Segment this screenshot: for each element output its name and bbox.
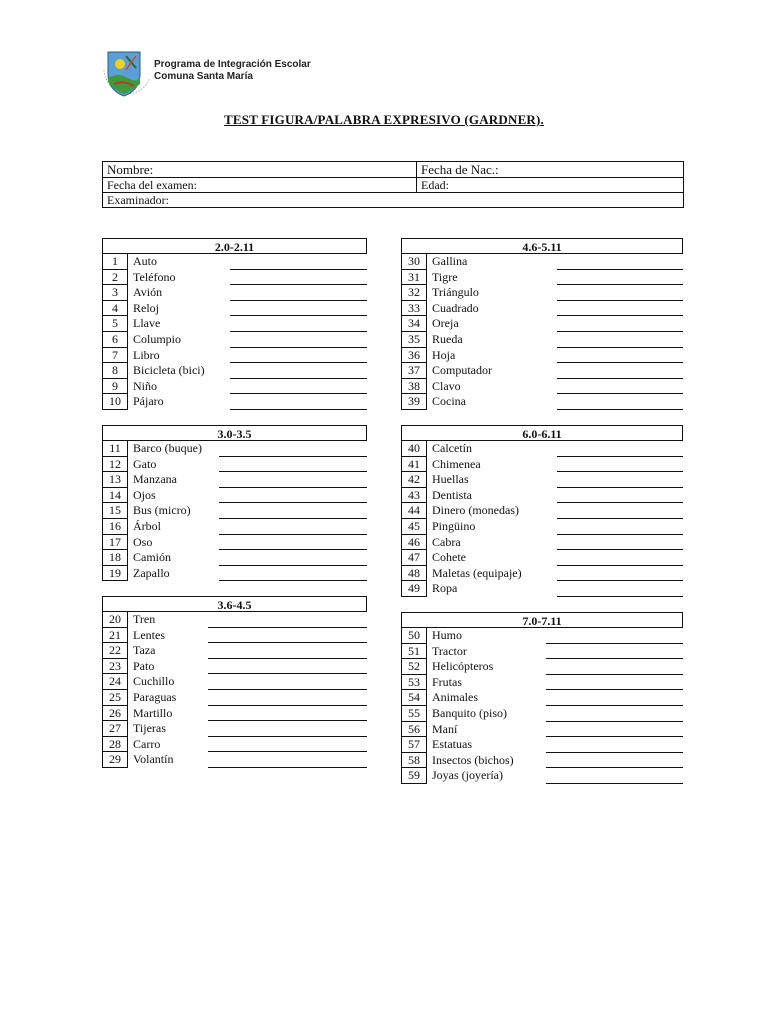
answer-line[interactable] — [546, 753, 683, 769]
examiner-label: Examinador: — [107, 193, 169, 207]
item-word: Pato — [133, 658, 155, 673]
answer-line[interactable] — [219, 535, 367, 551]
answer-line[interactable] — [219, 503, 367, 519]
answer-line[interactable] — [546, 768, 683, 784]
item-number: 17 — [102, 535, 128, 551]
item-row — [401, 737, 683, 753]
answer-line[interactable] — [557, 519, 683, 535]
item-number: 27 — [102, 721, 128, 737]
municipal-logo — [100, 48, 154, 108]
item-row — [102, 628, 367, 644]
answer-line[interactable] — [208, 752, 367, 768]
answer-line[interactable] — [230, 270, 367, 286]
item-word: Gato — [133, 456, 157, 471]
item-row — [401, 363, 683, 379]
answer-line[interactable] — [546, 737, 683, 753]
answer-line[interactable] — [557, 457, 683, 473]
item-row — [401, 332, 683, 348]
item-number: 51 — [401, 644, 427, 660]
item-row — [102, 566, 367, 582]
age-block-6-0 — [401, 425, 683, 597]
item-number: 53 — [401, 675, 427, 691]
item-word: Dinero (monedas) — [432, 503, 519, 518]
item-row — [102, 659, 367, 675]
item-number: 26 — [102, 706, 128, 722]
item-word: Pájaro — [133, 394, 164, 409]
answer-line[interactable] — [557, 363, 683, 379]
answer-line[interactable] — [219, 566, 367, 582]
item-word: Bus (micro) — [133, 503, 191, 518]
item-word: Libro — [133, 347, 160, 362]
answer-line[interactable] — [208, 737, 367, 753]
answer-line[interactable] — [230, 332, 367, 348]
item-word: Huellas — [432, 472, 469, 487]
item-number: 2 — [102, 270, 128, 286]
item-number: 15 — [102, 503, 128, 519]
item-number: 23 — [102, 659, 128, 675]
item-row — [102, 285, 367, 301]
item-word: Martillo — [133, 705, 173, 720]
age-range-header: 4.6-5.11 — [401, 238, 683, 254]
item-word: Auto — [133, 254, 157, 268]
item-word: Avión — [133, 285, 163, 300]
item-word: Triángulo — [432, 285, 479, 300]
item-word: Reloj — [133, 300, 159, 315]
item-number: 52 — [401, 659, 427, 675]
age-range-header: 6.0-6.11 — [401, 425, 683, 441]
answer-line[interactable] — [219, 472, 367, 488]
item-word: Columpio — [133, 331, 182, 346]
item-number: 44 — [401, 503, 427, 519]
item-word: Barco (buque) — [133, 441, 202, 455]
age-block-3-0 — [102, 425, 367, 581]
item-row — [102, 472, 367, 488]
age-range-header: 3.6-4.5 — [102, 596, 367, 612]
item-word: Chimenea — [432, 456, 481, 471]
item-number: 38 — [401, 379, 427, 395]
item-row — [102, 752, 367, 768]
item-row — [102, 488, 367, 504]
answer-line[interactable] — [219, 550, 367, 566]
item-word: Llave — [133, 316, 161, 331]
name-label: Nombre: — [107, 161, 154, 177]
item-number: 57 — [401, 737, 427, 753]
age-range-header: 3.0-3.5 — [102, 425, 367, 441]
answer-line[interactable] — [546, 644, 683, 660]
item-row — [401, 348, 683, 364]
item-row — [401, 644, 683, 660]
item-word: Volantín — [133, 752, 174, 767]
item-word: Ojos — [133, 487, 156, 502]
item-row — [401, 379, 683, 395]
item-word: Cabra — [432, 534, 461, 549]
answer-line[interactable] — [546, 675, 683, 691]
item-word: Carro — [133, 736, 161, 751]
exam-date-label: Fecha del examen: — [107, 178, 197, 192]
item-row — [401, 441, 683, 457]
item-row — [401, 722, 683, 738]
item-number: 9 — [102, 379, 128, 395]
item-word: Paraguas — [133, 689, 177, 704]
answer-line[interactable] — [546, 659, 683, 675]
item-word: Cuadrado — [432, 300, 479, 315]
answer-line[interactable] — [557, 270, 683, 286]
name-field[interactable] — [103, 162, 417, 178]
item-number: 48 — [401, 566, 427, 582]
item-word: Manzana — [133, 472, 177, 487]
answer-line[interactable] — [557, 301, 683, 317]
item-number: 47 — [401, 550, 427, 566]
item-number: 58 — [401, 753, 427, 769]
item-row — [102, 721, 367, 737]
answer-line[interactable] — [557, 566, 683, 582]
item-row — [102, 690, 367, 706]
answer-line[interactable] — [557, 550, 683, 566]
item-word: Lentes — [133, 627, 165, 642]
item-number: 49 — [401, 581, 427, 597]
item-word: Oso — [133, 534, 153, 549]
item-word: Taza — [133, 643, 156, 658]
item-word: Ropa — [432, 581, 458, 596]
item-word: Cohete — [432, 550, 466, 565]
answer-line[interactable] — [208, 628, 367, 644]
item-row — [102, 270, 367, 286]
answer-line[interactable] — [557, 441, 683, 457]
item-row — [102, 737, 367, 753]
answer-line[interactable] — [557, 472, 683, 488]
age-block-7-0 — [401, 612, 683, 784]
answer-line[interactable] — [208, 706, 367, 722]
answer-line[interactable] — [219, 457, 367, 473]
item-word: Pingüino — [432, 518, 476, 533]
item-word: Tijeras — [133, 721, 166, 736]
document-title: TEST FIGURA/PALABRA EXPRESIVO (GARDNER). — [223, 112, 545, 127]
answer-line[interactable] — [557, 254, 683, 270]
item-row — [401, 270, 683, 286]
item-row — [102, 332, 367, 348]
item-number: 42 — [401, 472, 427, 488]
item-row — [102, 348, 367, 364]
answer-line[interactable] — [219, 441, 367, 457]
answer-line[interactable] — [557, 379, 683, 395]
item-number: 34 — [401, 316, 427, 332]
item-word: Camión — [133, 550, 171, 565]
answer-line[interactable] — [557, 316, 683, 332]
dob-label: Fecha de Nac.: — [421, 161, 499, 177]
item-word: Calcetín — [432, 441, 472, 455]
item-number: 37 — [401, 363, 427, 379]
item-word: Clavo — [432, 378, 461, 393]
item-number: 39 — [401, 394, 427, 410]
item-word: Banquito (piso) — [432, 705, 507, 720]
item-word: Helicópteros — [432, 659, 494, 674]
item-row — [401, 659, 683, 675]
item-number: 3 — [102, 285, 128, 301]
item-number: 45 — [401, 519, 427, 535]
item-word: Frutas — [432, 674, 462, 689]
commune-name: Comuna Santa María — [154, 71, 253, 82]
program-name: Programa de Integración Escolar — [154, 59, 311, 70]
item-number: 1 — [102, 254, 128, 270]
item-number: 54 — [401, 690, 427, 706]
item-row — [102, 612, 367, 628]
item-row — [401, 488, 683, 504]
item-word: Oreja — [432, 316, 459, 331]
item-word: Insectos (bichos) — [432, 752, 514, 767]
item-word: Joyas (joyería) — [432, 768, 503, 783]
item-word: Maletas (equipaje) — [432, 565, 522, 580]
item-row — [401, 566, 683, 582]
item-row — [102, 379, 367, 395]
item-word: Zapallo — [133, 565, 170, 580]
item-number: 13 — [102, 472, 128, 488]
age-block-2-0 — [102, 238, 367, 410]
answer-line[interactable] — [219, 488, 367, 504]
answer-line[interactable] — [546, 706, 683, 722]
item-number: 36 — [401, 348, 427, 364]
answer-line[interactable] — [230, 316, 367, 332]
answer-line[interactable] — [230, 394, 367, 410]
answer-line[interactable] — [230, 301, 367, 317]
item-row — [401, 316, 683, 332]
answer-line[interactable] — [557, 394, 683, 410]
item-row — [401, 301, 683, 317]
item-word: Tigre — [432, 269, 458, 284]
answer-line[interactable] — [230, 285, 367, 301]
answer-line[interactable] — [208, 643, 367, 659]
item-row — [401, 457, 683, 473]
answer-line[interactable] — [230, 379, 367, 395]
item-row — [401, 706, 683, 722]
answer-line[interactable] — [208, 690, 367, 706]
item-word: Cuchillo — [133, 674, 175, 689]
answer-line[interactable] — [546, 690, 683, 706]
item-word: Cocina — [432, 394, 466, 409]
item-number: 18 — [102, 550, 128, 566]
examiner-field[interactable] — [103, 193, 684, 208]
item-word: Bicicleta (bici) — [133, 363, 205, 378]
student-info-table — [102, 161, 684, 208]
item-number: 41 — [401, 457, 427, 473]
item-row — [401, 285, 683, 301]
item-word: Árbol — [133, 518, 161, 533]
item-number: 22 — [102, 643, 128, 659]
item-number: 25 — [102, 690, 128, 706]
item-number: 50 — [401, 628, 427, 644]
item-row — [401, 394, 683, 410]
item-row — [102, 254, 367, 270]
answer-line[interactable] — [557, 332, 683, 348]
item-row — [102, 643, 367, 659]
item-word: Computador — [432, 363, 492, 378]
item-word: Hoja — [432, 347, 456, 362]
item-number: 7 — [102, 348, 128, 364]
age-range-header: 7.0-7.11 — [401, 612, 683, 628]
item-number: 8 — [102, 363, 128, 379]
item-number: 46 — [401, 535, 427, 551]
item-word: Rueda — [432, 331, 463, 346]
answer-line[interactable] — [557, 285, 683, 301]
answer-line[interactable] — [219, 519, 367, 535]
item-number: 43 — [401, 488, 427, 504]
item-row — [401, 753, 683, 769]
answer-line[interactable] — [230, 348, 367, 364]
item-row — [401, 690, 683, 706]
item-row — [102, 394, 367, 410]
item-row — [102, 535, 367, 551]
item-row — [102, 674, 367, 690]
answer-line[interactable] — [557, 535, 683, 551]
item-number: 12 — [102, 457, 128, 473]
item-row — [102, 706, 367, 722]
answer-line[interactable] — [546, 628, 683, 644]
item-word: Maní — [432, 721, 458, 736]
item-row — [401, 519, 683, 535]
item-word: Niño — [133, 378, 157, 393]
item-row — [401, 768, 683, 784]
item-number: 30 — [401, 254, 427, 270]
item-number: 6 — [102, 332, 128, 348]
item-number: 40 — [401, 441, 427, 457]
item-number: 35 — [401, 332, 427, 348]
item-word: Tractor — [432, 643, 467, 658]
item-row — [102, 519, 367, 535]
item-row — [102, 301, 367, 317]
answer-line[interactable] — [208, 721, 367, 737]
item-number: 31 — [401, 270, 427, 286]
item-word: Tren — [133, 612, 156, 626]
age-label: Edad: — [421, 178, 449, 192]
item-row — [401, 535, 683, 551]
age-field[interactable] — [417, 178, 684, 193]
item-row — [401, 503, 683, 519]
item-row — [401, 254, 683, 270]
item-number: 29 — [102, 752, 128, 768]
answer-line[interactable] — [557, 488, 683, 504]
item-number: 19 — [102, 566, 128, 582]
item-number: 5 — [102, 316, 128, 332]
answer-line[interactable] — [208, 674, 367, 690]
item-number: 32 — [401, 285, 427, 301]
item-number: 14 — [102, 488, 128, 504]
item-row — [401, 675, 683, 691]
item-row — [102, 457, 367, 473]
answer-line[interactable] — [557, 348, 683, 364]
answer-line[interactable] — [557, 581, 683, 597]
item-number: 21 — [102, 628, 128, 644]
item-row — [401, 628, 683, 644]
item-row — [401, 581, 683, 597]
age-block-4-6 — [401, 238, 683, 410]
dob-field[interactable] — [417, 162, 684, 178]
age-range-header: 2.0-2.11 — [102, 238, 367, 254]
answer-line[interactable] — [208, 659, 367, 675]
item-word: Estatuas — [432, 737, 472, 752]
item-word: Teléfono — [133, 269, 176, 284]
item-row — [401, 472, 683, 488]
item-row — [102, 441, 367, 457]
item-number: 56 — [401, 722, 427, 738]
item-number: 55 — [401, 706, 427, 722]
answer-line[interactable] — [230, 363, 367, 379]
item-word: Humo — [432, 628, 462, 642]
item-number: 33 — [401, 301, 427, 317]
item-word: Animales — [432, 690, 478, 705]
organization-name — [154, 59, 311, 83]
item-number: 4 — [102, 301, 128, 317]
item-row — [102, 363, 367, 379]
answer-line[interactable] — [557, 503, 683, 519]
item-row — [102, 316, 367, 332]
item-row — [102, 550, 367, 566]
item-number: 11 — [102, 441, 128, 457]
item-number: 59 — [401, 768, 427, 784]
answer-line[interactable] — [230, 254, 367, 270]
item-number: 20 — [102, 612, 128, 628]
item-number: 24 — [102, 674, 128, 690]
answer-line[interactable] — [546, 722, 683, 738]
item-number: 16 — [102, 519, 128, 535]
answer-line[interactable] — [208, 612, 367, 628]
item-word: Dentista — [432, 487, 472, 502]
item-row — [401, 550, 683, 566]
item-word: Gallina — [432, 254, 468, 268]
exam-date-field[interactable] — [103, 178, 417, 193]
item-row — [102, 503, 367, 519]
item-number: 28 — [102, 737, 128, 753]
age-block-3-6 — [102, 596, 367, 768]
item-number: 10 — [102, 394, 128, 410]
